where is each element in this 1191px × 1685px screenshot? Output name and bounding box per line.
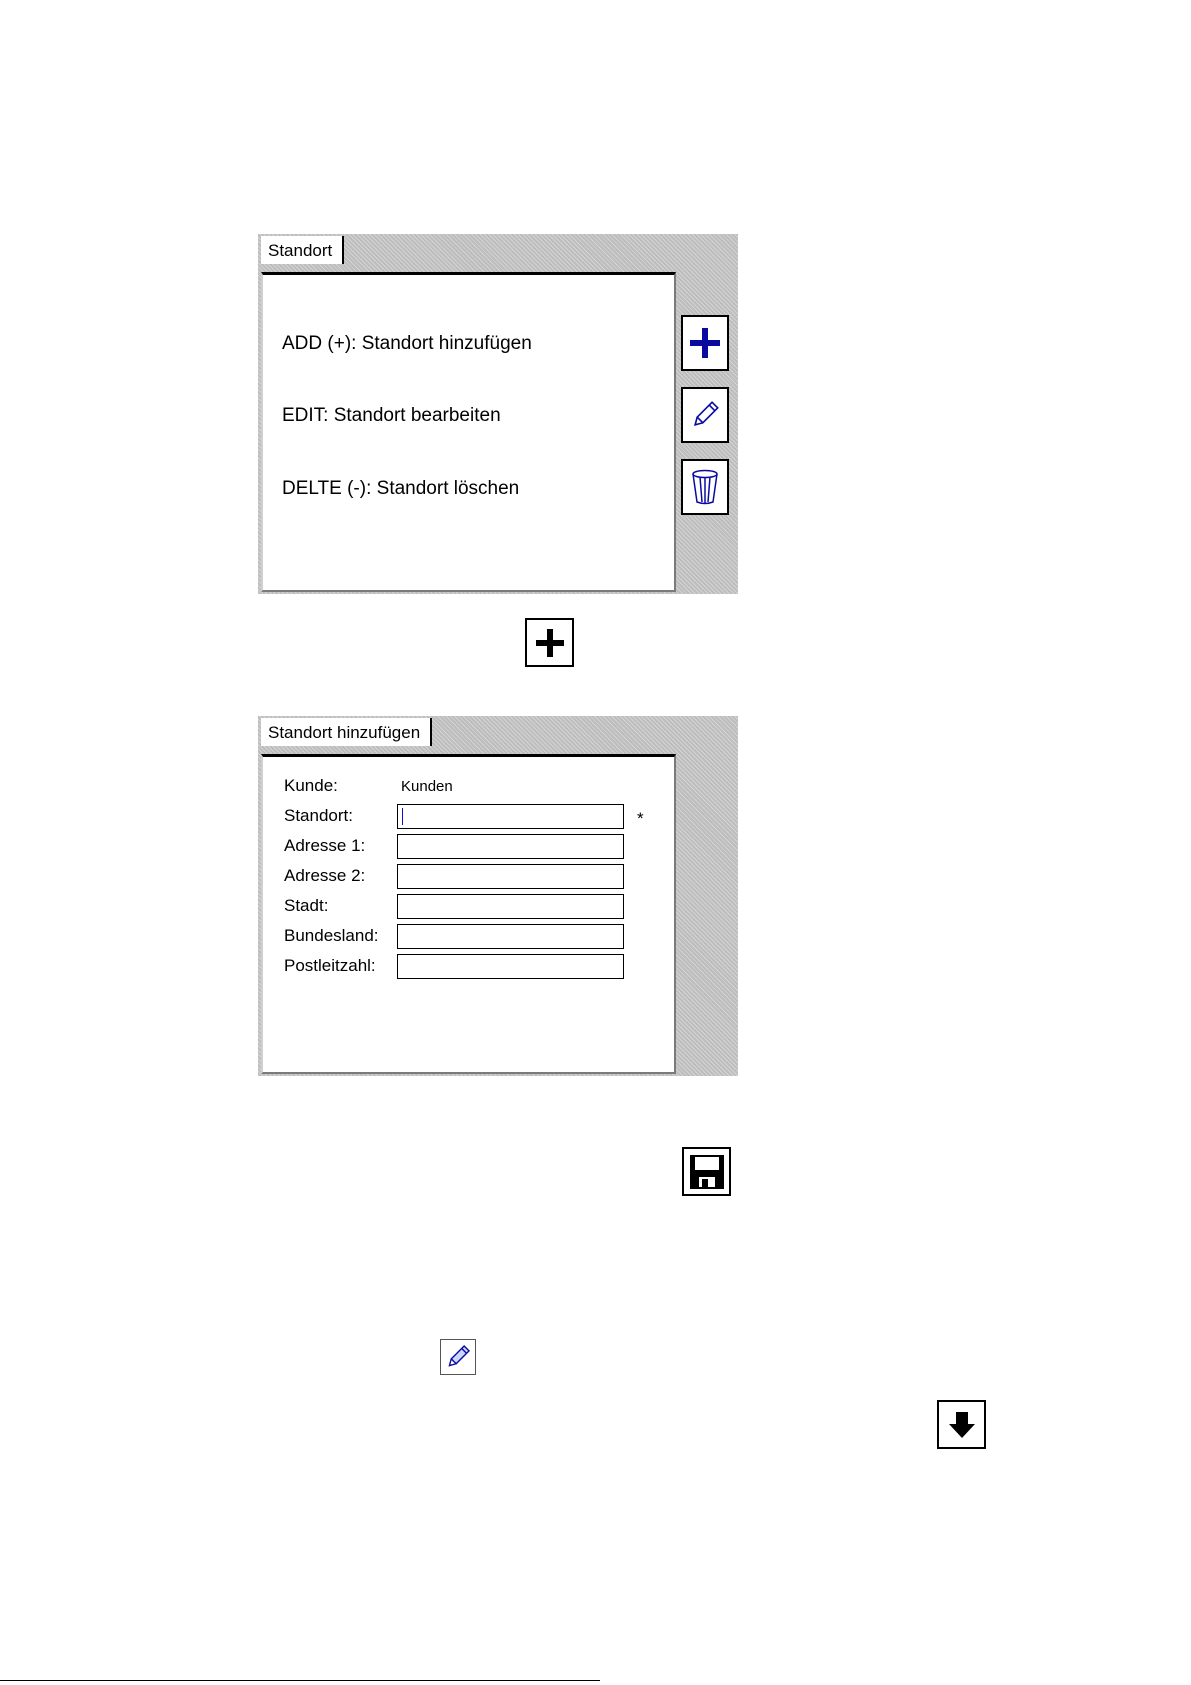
postleitzahl-label: Postleitzahl: xyxy=(284,956,376,975)
info-edit-line: EDIT: Standort bearbeiten xyxy=(282,405,501,426)
pencil-icon xyxy=(445,1344,471,1370)
standort-info-pane xyxy=(261,272,676,592)
page-footer-line xyxy=(0,1680,600,1681)
adresse-2-field[interactable] xyxy=(397,864,624,889)
add-button[interactable] xyxy=(681,315,729,371)
kunde-value: Kunden xyxy=(401,778,453,795)
save-key-icon xyxy=(682,1147,731,1196)
adresse-1-label: Adresse 1: xyxy=(284,836,366,855)
delete-button[interactable] xyxy=(681,459,729,515)
stadt-field[interactable] xyxy=(397,894,624,919)
down-key-icon xyxy=(937,1400,986,1449)
adresse-1-field[interactable] xyxy=(397,834,624,859)
stadt-label: Stadt: xyxy=(284,896,329,915)
edit-button[interactable] xyxy=(681,387,729,443)
info-add-line: ADD (+): Standort hinzufügen xyxy=(282,333,532,354)
arrow-down-icon xyxy=(946,1409,978,1441)
postleitzahl-field[interactable] xyxy=(397,954,624,979)
standort-field[interactable] xyxy=(397,804,624,829)
edit-key-icon xyxy=(440,1339,476,1375)
plus-icon xyxy=(688,326,722,360)
tab-standort-hinzufuegen[interactable] xyxy=(261,718,432,746)
info-delete-line: DELTE (-): Standort löschen xyxy=(282,478,520,499)
text-cursor xyxy=(402,808,403,825)
bundesland-label: Bundesland: xyxy=(284,926,379,945)
add-location-form xyxy=(261,754,676,1074)
add-location-screen xyxy=(258,716,738,1076)
pencil-icon xyxy=(690,400,720,430)
bundesland-field[interactable] xyxy=(397,924,624,949)
trash-icon xyxy=(691,469,719,505)
plus-icon xyxy=(534,627,566,659)
required-marker: * xyxy=(637,809,644,828)
standort-label: Standort: xyxy=(284,806,353,825)
tab-standort[interactable] xyxy=(261,236,344,264)
add-key-icon xyxy=(525,618,574,667)
tab-label: Standort xyxy=(268,241,333,260)
floppy-disk-icon xyxy=(689,1154,725,1190)
standort-screen xyxy=(258,234,738,594)
tab-label: Standort hinzufügen xyxy=(268,723,421,742)
adresse-2-label: Adresse 2: xyxy=(284,866,366,885)
kunde-label: Kunde: xyxy=(284,776,338,795)
